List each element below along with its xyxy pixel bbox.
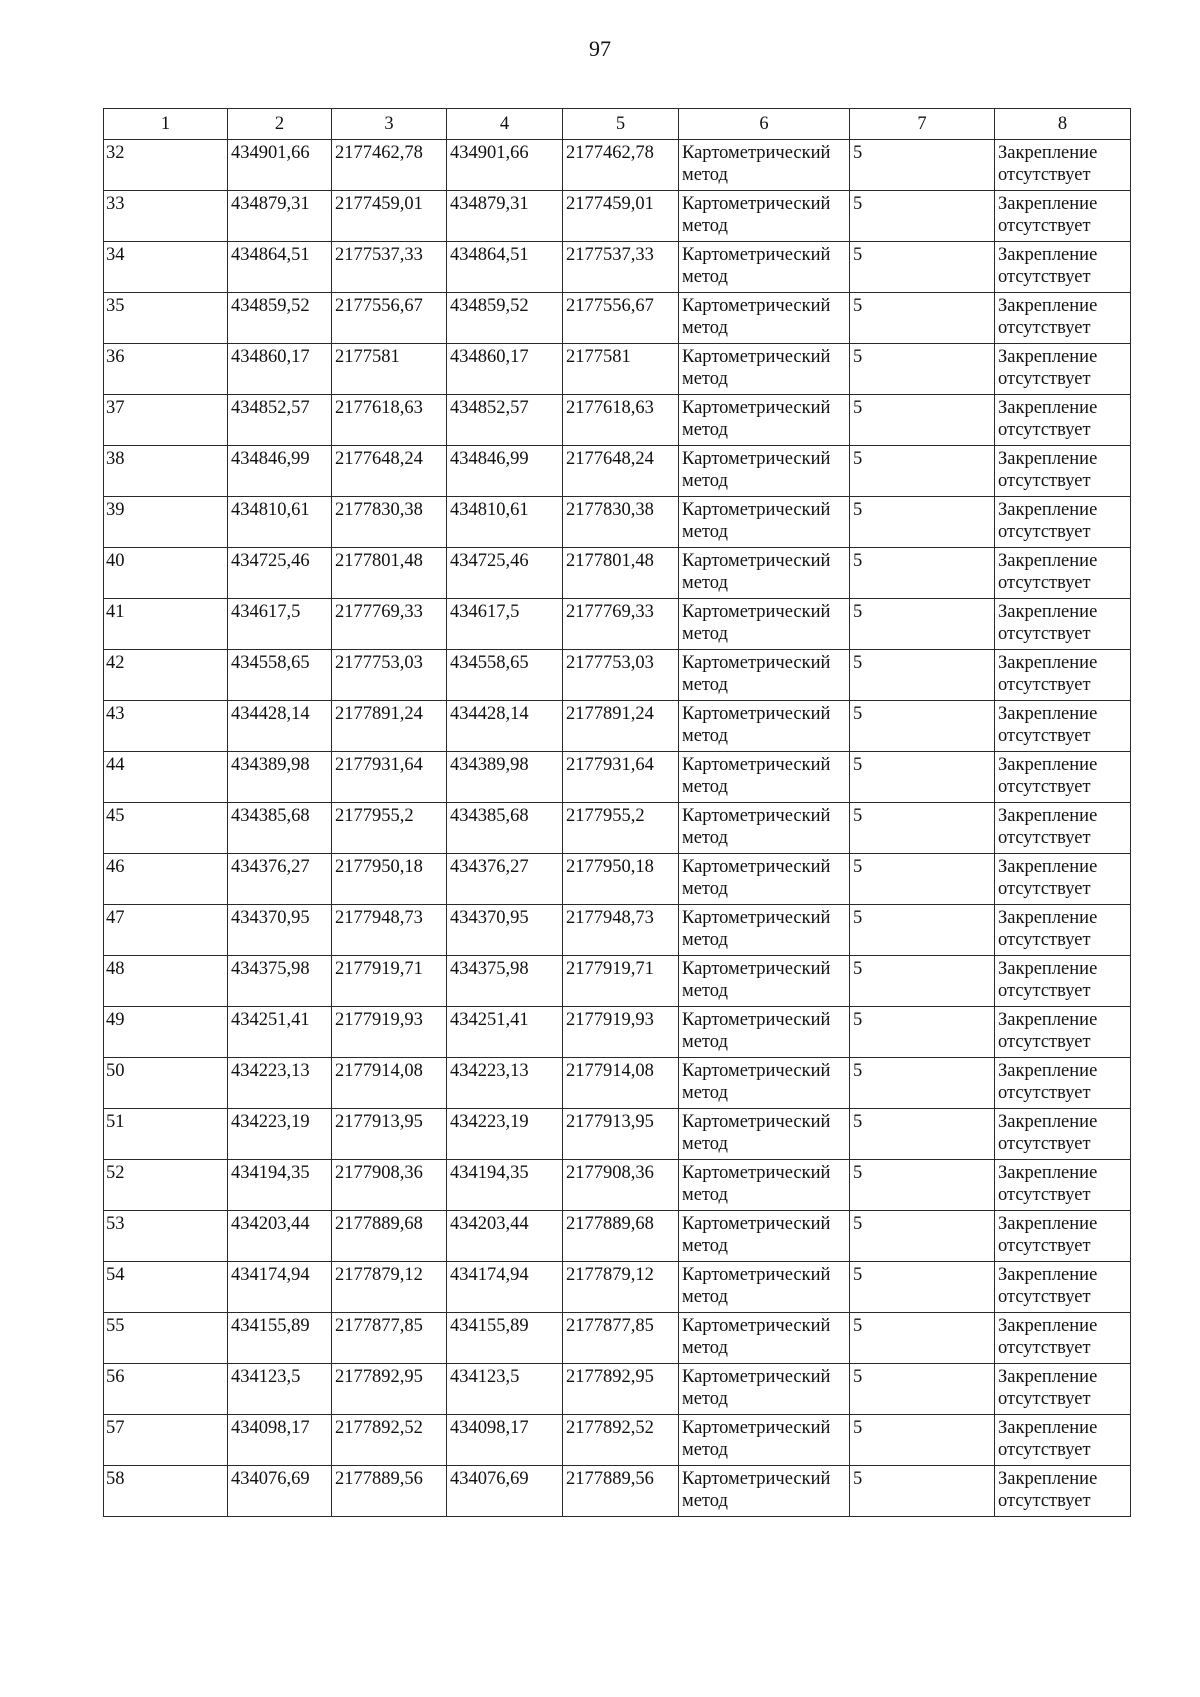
y-coordinate-existing-cell: 2177830,38: [563, 497, 679, 548]
table-row: [104, 1109, 1131, 1160]
x-coordinate-existing-cell: 434098,17: [447, 1415, 563, 1466]
x-coordinate-existing-cell: 434194,35: [447, 1160, 563, 1211]
y-coordinate-cell: 2177877,85: [332, 1313, 447, 1364]
y-coordinate-cell: 2177931,64: [332, 752, 447, 803]
header-row: [104, 109, 1131, 140]
method-cell: Картометрический метод: [679, 191, 850, 242]
y-coordinate-existing-cell: 2177556,67: [563, 293, 679, 344]
y-coordinate-cell: 2177459,01: [332, 191, 447, 242]
column-header: 8: [995, 109, 1131, 140]
point-number-cell: 49: [104, 1007, 228, 1058]
accuracy-cell: 5: [850, 701, 995, 752]
accuracy-cell: 5: [850, 599, 995, 650]
method-cell: Картометрический метод: [679, 1211, 850, 1262]
x-coordinate-cell: 434864,51: [228, 242, 332, 293]
x-coordinate-cell: 434375,98: [228, 956, 332, 1007]
accuracy-cell: 5: [850, 1466, 995, 1517]
y-coordinate-cell: 2177537,33: [332, 242, 447, 293]
method-cell: Картометрический метод: [679, 650, 850, 701]
fixing-description-cell: Закрепление отсутствует: [995, 293, 1131, 344]
fixing-description-cell: Закрепление отсутствует: [995, 1007, 1131, 1058]
y-coordinate-existing-cell: 2177581: [563, 344, 679, 395]
column-header: 4: [447, 109, 563, 140]
point-number-cell: 52: [104, 1160, 228, 1211]
table-row: [104, 803, 1131, 854]
y-coordinate-cell: 2177919,71: [332, 956, 447, 1007]
x-coordinate-cell: 434859,52: [228, 293, 332, 344]
column-header: 6: [679, 109, 850, 140]
point-number-cell: 40: [104, 548, 228, 599]
x-coordinate-existing-cell: 434558,65: [447, 650, 563, 701]
method-cell: Картометрический метод: [679, 293, 850, 344]
table-row: [104, 854, 1131, 905]
method-cell: Картометрический метод: [679, 242, 850, 293]
y-coordinate-existing-cell: 2177879,12: [563, 1262, 679, 1313]
accuracy-cell: 5: [850, 650, 995, 701]
column-header: 7: [850, 109, 995, 140]
y-coordinate-existing-cell: 2177892,95: [563, 1364, 679, 1415]
y-coordinate-cell: 2177889,68: [332, 1211, 447, 1262]
x-coordinate-existing-cell: 434725,46: [447, 548, 563, 599]
x-coordinate-existing-cell: 434376,27: [447, 854, 563, 905]
y-coordinate-existing-cell: 2177914,08: [563, 1058, 679, 1109]
accuracy-cell: 5: [850, 140, 995, 191]
table-row: [104, 497, 1131, 548]
x-coordinate-existing-cell: 434223,19: [447, 1109, 563, 1160]
point-number-cell: 45: [104, 803, 228, 854]
table-body: [104, 140, 1131, 1517]
fixing-description-cell: Закрепление отсутствует: [995, 1364, 1131, 1415]
x-coordinate-existing-cell: 434370,95: [447, 905, 563, 956]
y-coordinate-cell: 2177879,12: [332, 1262, 447, 1313]
method-cell: Картометрический метод: [679, 548, 850, 599]
y-coordinate-cell: 2177955,2: [332, 803, 447, 854]
x-coordinate-cell: 434385,68: [228, 803, 332, 854]
fixing-description-cell: Закрепление отсутствует: [995, 701, 1131, 752]
method-cell: Картометрический метод: [679, 344, 850, 395]
accuracy-cell: 5: [850, 1109, 995, 1160]
x-coordinate-existing-cell: 434846,99: [447, 446, 563, 497]
method-cell: Картометрический метод: [679, 1007, 850, 1058]
accuracy-cell: 5: [850, 242, 995, 293]
point-number-cell: 34: [104, 242, 228, 293]
method-cell: Картометрический метод: [679, 752, 850, 803]
method-cell: Картометрический метод: [679, 446, 850, 497]
y-coordinate-cell: 2177556,67: [332, 293, 447, 344]
x-coordinate-cell: 434370,95: [228, 905, 332, 956]
x-coordinate-cell: 434376,27: [228, 854, 332, 905]
fixing-description-cell: Закрепление отсутствует: [995, 854, 1131, 905]
y-coordinate-cell: 2177892,52: [332, 1415, 447, 1466]
y-coordinate-existing-cell: 2177948,73: [563, 905, 679, 956]
x-coordinate-existing-cell: 434901,66: [447, 140, 563, 191]
x-coordinate-cell: 434223,13: [228, 1058, 332, 1109]
table-row: [104, 1160, 1131, 1211]
x-coordinate-existing-cell: 434864,51: [447, 242, 563, 293]
point-number-cell: 48: [104, 956, 228, 1007]
fixing-description-cell: Закрепление отсутствует: [995, 752, 1131, 803]
y-coordinate-cell: 2177769,33: [332, 599, 447, 650]
method-cell: Картометрический метод: [679, 1109, 850, 1160]
fixing-description-cell: Закрепление отсутствует: [995, 599, 1131, 650]
table-row: [104, 140, 1131, 191]
point-number-cell: 51: [104, 1109, 228, 1160]
y-coordinate-cell: 2177950,18: [332, 854, 447, 905]
y-coordinate-cell: 2177913,95: [332, 1109, 447, 1160]
x-coordinate-cell: 434174,94: [228, 1262, 332, 1313]
method-cell: Картометрический метод: [679, 1313, 850, 1364]
y-coordinate-existing-cell: 2177913,95: [563, 1109, 679, 1160]
x-coordinate-existing-cell: 434174,94: [447, 1262, 563, 1313]
x-coordinate-existing-cell: 434155,89: [447, 1313, 563, 1364]
accuracy-cell: 5: [850, 293, 995, 344]
point-number-cell: 46: [104, 854, 228, 905]
method-cell: Картометрический метод: [679, 497, 850, 548]
accuracy-cell: 5: [850, 905, 995, 956]
y-coordinate-existing-cell: 2177618,63: [563, 395, 679, 446]
fixing-description-cell: Закрепление отсутствует: [995, 1109, 1131, 1160]
y-coordinate-existing-cell: 2177950,18: [563, 854, 679, 905]
table-row: [104, 1364, 1131, 1415]
method-cell: Картометрический метод: [679, 1364, 850, 1415]
y-coordinate-existing-cell: 2177931,64: [563, 752, 679, 803]
point-number-cell: 47: [104, 905, 228, 956]
y-coordinate-cell: 2177753,03: [332, 650, 447, 701]
x-coordinate-cell: 434860,17: [228, 344, 332, 395]
table-row: [104, 905, 1131, 956]
method-cell: Картометрический метод: [679, 140, 850, 191]
y-coordinate-cell: 2177462,78: [332, 140, 447, 191]
fixing-description-cell: Закрепление отсутствует: [995, 905, 1131, 956]
fixing-description-cell: Закрепление отсутствует: [995, 1160, 1131, 1211]
x-coordinate-cell: 434852,57: [228, 395, 332, 446]
point-number-cell: 50: [104, 1058, 228, 1109]
point-number-cell: 37: [104, 395, 228, 446]
fixing-description-cell: Закрепление отсутствует: [995, 446, 1131, 497]
x-coordinate-cell: 434223,19: [228, 1109, 332, 1160]
method-cell: Картометрический метод: [679, 1058, 850, 1109]
x-coordinate-existing-cell: 434123,5: [447, 1364, 563, 1415]
y-coordinate-cell: 2177648,24: [332, 446, 447, 497]
y-coordinate-cell: 2177830,38: [332, 497, 447, 548]
table-row: [104, 293, 1131, 344]
fixing-description-cell: Закрепление отсутствует: [995, 242, 1131, 293]
table-row: [104, 344, 1131, 395]
x-coordinate-cell: 434251,41: [228, 1007, 332, 1058]
accuracy-cell: 5: [850, 1262, 995, 1313]
x-coordinate-cell: 434810,61: [228, 497, 332, 548]
y-coordinate-existing-cell: 2177889,56: [563, 1466, 679, 1517]
table-row: [104, 548, 1131, 599]
x-coordinate-cell: 434123,5: [228, 1364, 332, 1415]
y-coordinate-existing-cell: 2177891,24: [563, 701, 679, 752]
fixing-description-cell: Закрепление отсутствует: [995, 1415, 1131, 1466]
x-coordinate-cell: 434428,14: [228, 701, 332, 752]
y-coordinate-existing-cell: 2177892,52: [563, 1415, 679, 1466]
table-row: [104, 1262, 1131, 1313]
y-coordinate-cell: 2177892,95: [332, 1364, 447, 1415]
x-coordinate-existing-cell: 434852,57: [447, 395, 563, 446]
column-header: 3: [332, 109, 447, 140]
fixing-description-cell: Закрепление отсутствует: [995, 497, 1131, 548]
fixing-description-cell: Закрепление отсутствует: [995, 140, 1131, 191]
x-coordinate-cell: 434846,99: [228, 446, 332, 497]
y-coordinate-existing-cell: 2177877,85: [563, 1313, 679, 1364]
x-coordinate-cell: 434203,44: [228, 1211, 332, 1262]
fixing-description-cell: Закрепление отсутствует: [995, 1466, 1131, 1517]
point-number-cell: 32: [104, 140, 228, 191]
accuracy-cell: 5: [850, 344, 995, 395]
y-coordinate-cell: 2177914,08: [332, 1058, 447, 1109]
fixing-description-cell: Закрепление отсутствует: [995, 344, 1131, 395]
y-coordinate-existing-cell: 2177889,68: [563, 1211, 679, 1262]
point-number-cell: 41: [104, 599, 228, 650]
fixing-description-cell: Закрепление отсутствует: [995, 395, 1131, 446]
y-coordinate-existing-cell: 2177459,01: [563, 191, 679, 242]
point-number-cell: 33: [104, 191, 228, 242]
y-coordinate-existing-cell: 2177537,33: [563, 242, 679, 293]
y-coordinate-cell: 2177801,48: [332, 548, 447, 599]
fixing-description-cell: Закрепление отсутствует: [995, 1058, 1131, 1109]
table-row: [104, 752, 1131, 803]
y-coordinate-cell: 2177891,24: [332, 701, 447, 752]
method-cell: Картометрический метод: [679, 1262, 850, 1313]
accuracy-cell: 5: [850, 1211, 995, 1262]
point-number-cell: 43: [104, 701, 228, 752]
table-row: [104, 599, 1131, 650]
coordinates-table: [103, 108, 1131, 1517]
point-number-cell: 58: [104, 1466, 228, 1517]
method-cell: Картометрический метод: [679, 1415, 850, 1466]
table-row: [104, 1313, 1131, 1364]
x-coordinate-cell: 434617,5: [228, 599, 332, 650]
method-cell: Картометрический метод: [679, 854, 850, 905]
accuracy-cell: 5: [850, 1058, 995, 1109]
y-coordinate-cell: 2177908,36: [332, 1160, 447, 1211]
accuracy-cell: 5: [850, 1313, 995, 1364]
y-coordinate-existing-cell: 2177648,24: [563, 446, 679, 497]
accuracy-cell: 5: [850, 548, 995, 599]
x-coordinate-cell: 434389,98: [228, 752, 332, 803]
point-number-cell: 36: [104, 344, 228, 395]
y-coordinate-existing-cell: 2177753,03: [563, 650, 679, 701]
y-coordinate-existing-cell: 2177919,93: [563, 1007, 679, 1058]
x-coordinate-existing-cell: 434076,69: [447, 1466, 563, 1517]
table-row: [104, 701, 1131, 752]
method-cell: Картометрический метод: [679, 1160, 850, 1211]
point-number-cell: 57: [104, 1415, 228, 1466]
accuracy-cell: 5: [850, 1007, 995, 1058]
method-cell: Картометрический метод: [679, 599, 850, 650]
y-coordinate-existing-cell: 2177462,78: [563, 140, 679, 191]
point-number-cell: 44: [104, 752, 228, 803]
x-coordinate-cell: 434076,69: [228, 1466, 332, 1517]
method-cell: Картометрический метод: [679, 395, 850, 446]
x-coordinate-existing-cell: 434385,68: [447, 803, 563, 854]
table-row: [104, 956, 1131, 1007]
x-coordinate-cell: 434879,31: [228, 191, 332, 242]
x-coordinate-existing-cell: 434428,14: [447, 701, 563, 752]
table-row: [104, 395, 1131, 446]
accuracy-cell: 5: [850, 1160, 995, 1211]
method-cell: Картометрический метод: [679, 803, 850, 854]
x-coordinate-cell: 434155,89: [228, 1313, 332, 1364]
y-coordinate-cell: 2177948,73: [332, 905, 447, 956]
table-row: [104, 191, 1131, 242]
fixing-description-cell: Закрепление отсутствует: [995, 956, 1131, 1007]
method-cell: Картометрический метод: [679, 1466, 850, 1517]
x-coordinate-existing-cell: 434203,44: [447, 1211, 563, 1262]
fixing-description-cell: Закрепление отсутствует: [995, 650, 1131, 701]
table-row: [104, 1211, 1131, 1262]
x-coordinate-existing-cell: 434375,98: [447, 956, 563, 1007]
table-row: [104, 1007, 1131, 1058]
y-coordinate-existing-cell: 2177955,2: [563, 803, 679, 854]
point-number-cell: 54: [104, 1262, 228, 1313]
table-row: [104, 1058, 1131, 1109]
x-coordinate-existing-cell: 434860,17: [447, 344, 563, 395]
x-coordinate-cell: 434725,46: [228, 548, 332, 599]
fixing-description-cell: Закрепление отсутствует: [995, 1313, 1131, 1364]
point-number-cell: 56: [104, 1364, 228, 1415]
accuracy-cell: 5: [850, 854, 995, 905]
x-coordinate-existing-cell: 434389,98: [447, 752, 563, 803]
y-coordinate-cell: 2177889,56: [332, 1466, 447, 1517]
table-row: [104, 1466, 1131, 1517]
accuracy-cell: 5: [850, 395, 995, 446]
accuracy-cell: 5: [850, 191, 995, 242]
fixing-description-cell: Закрепление отсутствует: [995, 1262, 1131, 1313]
y-coordinate-existing-cell: 2177919,71: [563, 956, 679, 1007]
x-coordinate-existing-cell: 434879,31: [447, 191, 563, 242]
x-coordinate-existing-cell: 434810,61: [447, 497, 563, 548]
y-coordinate-existing-cell: 2177908,36: [563, 1160, 679, 1211]
accuracy-cell: 5: [850, 446, 995, 497]
y-coordinate-cell: 2177581: [332, 344, 447, 395]
accuracy-cell: 5: [850, 1364, 995, 1415]
point-number-cell: 35: [104, 293, 228, 344]
x-coordinate-cell: 434901,66: [228, 140, 332, 191]
column-header: 5: [563, 109, 679, 140]
method-cell: Картометрический метод: [679, 956, 850, 1007]
accuracy-cell: 5: [850, 956, 995, 1007]
column-header: 1: [104, 109, 228, 140]
point-number-cell: 55: [104, 1313, 228, 1364]
x-coordinate-cell: 434194,35: [228, 1160, 332, 1211]
x-coordinate-cell: 434098,17: [228, 1415, 332, 1466]
x-coordinate-existing-cell: 434223,13: [447, 1058, 563, 1109]
x-coordinate-existing-cell: 434859,52: [447, 293, 563, 344]
accuracy-cell: 5: [850, 752, 995, 803]
table-row: [104, 650, 1131, 701]
page-number: 97: [589, 36, 611, 61]
y-coordinate-existing-cell: 2177769,33: [563, 599, 679, 650]
x-coordinate-existing-cell: 434617,5: [447, 599, 563, 650]
accuracy-cell: 5: [850, 803, 995, 854]
y-coordinate-cell: 2177618,63: [332, 395, 447, 446]
method-cell: Картометрический метод: [679, 701, 850, 752]
table-row: [104, 1415, 1131, 1466]
fixing-description-cell: Закрепление отсутствует: [995, 191, 1131, 242]
table-row: [104, 446, 1131, 497]
column-header: 2: [228, 109, 332, 140]
accuracy-cell: 5: [850, 1415, 995, 1466]
fixing-description-cell: Закрепление отсутствует: [995, 1211, 1131, 1262]
accuracy-cell: 5: [850, 497, 995, 548]
point-number-cell: 42: [104, 650, 228, 701]
y-coordinate-cell: 2177919,93: [332, 1007, 447, 1058]
x-coordinate-existing-cell: 434251,41: [447, 1007, 563, 1058]
point-number-cell: 39: [104, 497, 228, 548]
table-row: [104, 242, 1131, 293]
x-coordinate-cell: 434558,65: [228, 650, 332, 701]
fixing-description-cell: Закрепление отсутствует: [995, 803, 1131, 854]
point-number-cell: 38: [104, 446, 228, 497]
method-cell: Картометрический метод: [679, 905, 850, 956]
y-coordinate-existing-cell: 2177801,48: [563, 548, 679, 599]
fixing-description-cell: Закрепление отсутствует: [995, 548, 1131, 599]
point-number-cell: 53: [104, 1211, 228, 1262]
